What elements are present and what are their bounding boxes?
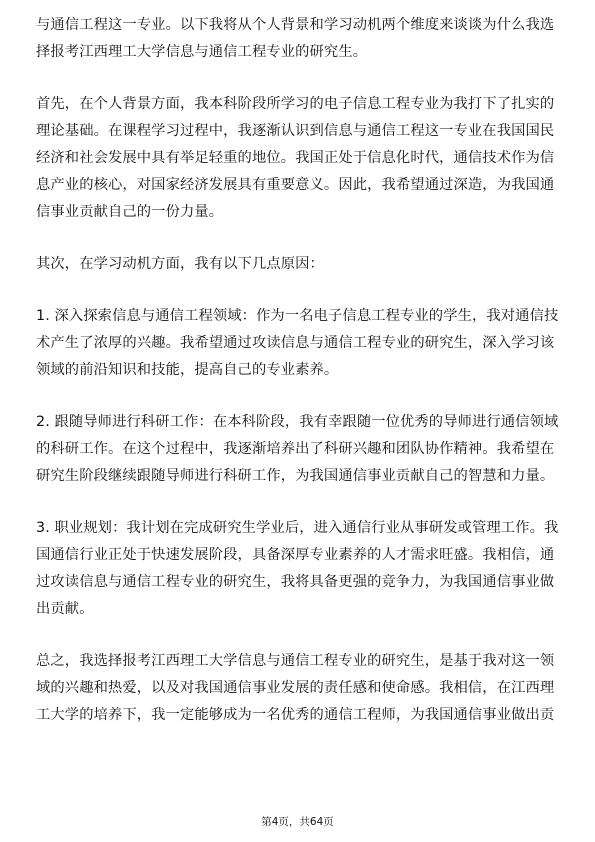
list-item-research-with-advisor: 2. 跟随导师进行科研工作：在本科阶段，我有幸跟随一位优秀的导师进行通信领域 的科研工作。在这个过程中，我逐渐培养出了科研兴趣和团队协作精神。我希望在 研究生阶段继续跟随导师进行科研工作，为我国通信事业贡献自己的智慧和力量。 (36, 414, 559, 484)
paragraph-personal-background: 首先，在个人背景方面，我本科阶段所学习的电子信息工程专业为我打下了扎实的 理论基础。在课程学习过程中，我逐渐认识到信息与通信工程这一专业在我国国民 经济和社会发展中具有举足轻重的地位。我国正处于信息化时代，通信技术作为信 息产业的核心，对国家经济发展具有重要意义。因此，我希望通过深造，为我国通 信事业贡献自己的一份力量。 (36, 96, 555, 220)
list-item-career-plan: 3. 职业规划：我计划在完成研究生学业后，进入通信行业从事研发或管理工作。我 国通信行业正处于快速发展阶段，具备深厚专业素养的人才需求旺盛。我相信，通 过攻读信息与通信工程专业的研究生，我将具备更强的竞争力，为我国通信事业做 出贡献。 (36, 520, 559, 617)
page-number-footer: 第4页，共64页 (261, 816, 334, 828)
paragraph-motivation-heading: 其次，在学习动机方面，我有以下几点原因： (36, 256, 324, 272)
document-body (36, 12, 566, 754)
paragraph-intro-continuation: 与通信工程这一专业。以下我将从个人背景和学习动机两个维度来谈谈为什么我选 择报考江西理工大学信息与通信工程专业的研究生。 (36, 17, 555, 60)
paragraph-conclusion: 总之，我选择报考江西理工大学信息与通信工程专业的研究生，是基于我对这一领 域的兴趣和热爱，以及对我国通信事业发展的责任感和使命感。我相信，在江西理 工大学的培养下，我一定能够成为一名优秀的通信工程师，为我国通信事业做出贡 (36, 653, 555, 723)
list-item-explore-field: 1. 深入探索信息与通信工程领域：作为一名电子信息工程专业的学生，我对通信技 术产生了浓厚的兴趣。我希望通过攻读信息与通信工程专业的研究生，深入学习该 领域的前沿知识和技能，提高自己的专业素养。 (36, 308, 559, 378)
